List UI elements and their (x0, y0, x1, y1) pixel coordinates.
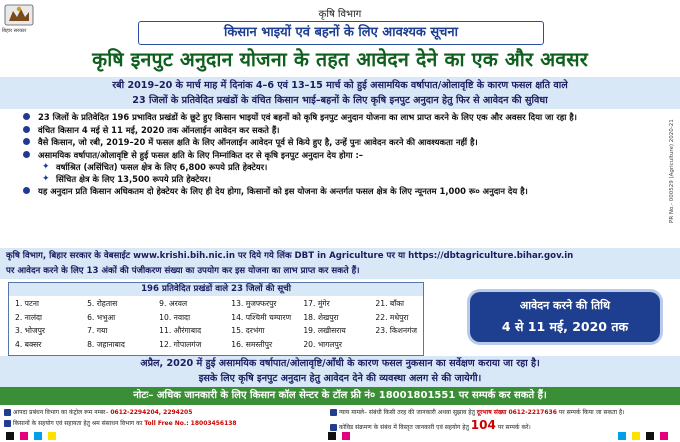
footer-line-right-2: कोविड संक्रमण के संबंध में विस्तृत जानकारी एवं सहयोग हेतु 104 पर सम्पर्क करें। (330, 418, 531, 432)
survey-line-1: अप्रैल, 2020 में हुई असामयिक वर्षापात/ओलावृष्टि/आँधी के कारण फसल नुकसान का सर्वेक्षण कराया जा रहा है। (140, 358, 540, 369)
registration-swatch (618, 432, 626, 440)
application-date-title: आवेदन करने की तिथि (519, 299, 611, 312)
district-item: 4. बक्सर (15, 339, 42, 349)
district-item: 11. औरंगाबाद (159, 326, 202, 335)
district-item: 13. मुजफ्फरपुर (231, 299, 277, 308)
phone-icon (330, 409, 337, 416)
phone-icon (4, 409, 11, 416)
district-item: 10. नवादा (159, 312, 191, 322)
survey-line-2: इसके लिए कृषि इनपुट अनुदान हेतु आवेदन देने की व्यवस्था अलग से की जायेगी। (198, 373, 482, 384)
bullet-list (20, 112, 658, 198)
logo-caption: बिहार सरकार (2, 28, 27, 34)
registration-swatch (328, 432, 336, 440)
website-line-2: पर आवेदन करने के लिए 13 अंकों की पंजीकरण संख्या का उपयोग कर इस योजना का लाभ प्राप्त कर सकते हैं। (6, 265, 360, 276)
side-print-number: PR No.- 000529 (Agriculture) 2020-21 (669, 119, 675, 223)
star-bullet-icon: ✦ (42, 173, 50, 184)
application-date-box (470, 292, 660, 342)
district-item: 19. लखीसराय (303, 326, 346, 335)
toll-free-note: नोटः– अधिक जानकारी के लिए किसान कॉल सेन्टर के टॉल फ्री नं० 18001801551 पर सम्पर्क कर सकते हैं। (0, 387, 680, 405)
district-item: 3. भोजपुर (15, 326, 46, 335)
district-item: 20. भागलपुर (303, 339, 342, 349)
sub-bullet-item: ✦ सिंचित क्षेत्र के लिए 13,500 रूपये प्रति हेक्टेयर। (42, 173, 211, 184)
district-item: 2. नालंदा (15, 312, 42, 322)
district-item: 9. अरवल (159, 299, 188, 308)
intro-band (0, 77, 680, 109)
bullet-item: 23 जिलों के प्रतिवेदित 196 प्रभावित प्रखंडों के छूटे हुए किसान भाइयों एवं बहनों को कृषि इनपुट अनुदान योजना का लाभ प्राप्त करने के लिए एक और अवसर दिया जा रहा है। (20, 112, 658, 124)
bullet-item: असामयिक वर्षापात/ओलावृष्टि से हुई फसल क्षति के लिए निम्नांकित दर से कृषि इनपुट अनुदान देय होगा :– (20, 150, 658, 162)
district-item: 18. शेखपुरा (303, 312, 339, 322)
footer-line-left-1: आपदा प्रबंधन विभाग का कंट्रोल रूम नम्बर– 0612-2294204, 2294205 (4, 408, 192, 416)
footer-line-right-1: न्याय मामले– संबंधी किसी तरह की जानकारी अथवा सुझाव हेतु दूरभाष संख्या 0612-2217636 पर सम्पर्क किया जा सकता है। (330, 408, 624, 416)
district-item: 17. मुंगेर (303, 299, 330, 308)
registration-swatch (646, 432, 654, 440)
district-item: 5. रोहतास (87, 299, 118, 308)
headline: कृषि इनपुट अनुदान योजना के तहत आवेदन देने का एक और अवसर (92, 48, 588, 71)
district-item: 6. भभुआ (87, 312, 116, 322)
district-item: 15. दरभंगा (231, 326, 265, 335)
star-bullet-icon: ✦ (42, 162, 50, 173)
bullet-dot-icon (23, 151, 30, 158)
bullet-dot-icon (23, 187, 30, 194)
district-item: 21. बाँका (375, 299, 404, 308)
registration-swatch (660, 432, 668, 440)
district-item: 8. जहानाबाद (87, 339, 125, 349)
sub-bullet-item: ✦ वर्षाश्रित (असिंचित) फसल क्षेत्र के लिए 6,800 रूपये प्रति हेक्टेयर। (42, 162, 268, 173)
district-item: 23. किशनगंज (375, 326, 417, 335)
survey-band (0, 356, 680, 387)
bullet-dot-icon (23, 113, 30, 120)
district-item: 7. गया (87, 326, 108, 335)
district-item: 16. समस्तीपुर (231, 339, 273, 349)
phone-icon (4, 420, 11, 427)
registration-swatch (20, 432, 28, 440)
application-dates: 4 से 11 मई, 2020 तक (501, 319, 629, 334)
bullet-item: वंचित किसान 4 मई से 11 मई, 2020 तक ऑनलाईन आवेदन कर सकते हैं। (20, 125, 658, 137)
district-item: 14. पश्चिमी चम्पारण (231, 312, 292, 322)
notice-title: किसान भाइयों एवं बहनों के लिए आवश्यक सूचना (138, 21, 544, 45)
district-item: 22. मधेपुरा (375, 312, 409, 322)
intro-line-2: 23 जिलों के प्रतिवेदित प्रखंडों के वंचित किसान भाई–बहनों के लिए कृषि इनपुट अनुदान हेतु फिर से आवेदन की सुविधा (132, 95, 548, 106)
registration-swatch (34, 432, 42, 440)
bullet-item: यह अनुदान प्रति किसान अधिकतम दो हेक्टेयर के लिए ही देय होगा, किसानों को इस योजना के अन्तर्गत फसल क्षेत्र के लिए न्यूनतम 1,000 रू० अनुदान देय है। (20, 186, 658, 198)
registration-swatch (342, 432, 350, 440)
color-registration-strip (0, 430, 680, 442)
district-list-title: 196 प्रतिवेदित प्रखंडों वाले 23 जिलों की सूची (9, 283, 423, 296)
bullet-item: वैसे किसान, जो रबी, 2019–20 में फसल क्षति के लिए ऑनलाईन आवेदन पूर्व से किये हुए है, उन्हें पुनः आवेदन करने की आवश्यकता नहीं है। (20, 137, 658, 149)
department-name: कृषि विभाग (318, 9, 362, 20)
district-grid (9, 296, 423, 351)
registration-swatch (6, 432, 14, 440)
district-list-box (8, 282, 424, 356)
district-item: 1. पटना (15, 299, 39, 308)
district-item: 12. गोपालगंज (159, 339, 202, 349)
registration-swatch (48, 432, 56, 440)
bullet-dot-icon (23, 126, 30, 133)
website-line-1: कृषि विभाग, बिहार सरकार के वेबसाईट www.krishi.bih.nic.in पर दिये गये लिंक DBT in Agriculture पर या https://dbtagriculture.bihar.gov.in (6, 251, 574, 261)
bullet-dot-icon (23, 138, 30, 145)
footer-line-left-2: किसानों के सहयोग एवं सहायता हेतु श्रम संसाधन विभाग का Toll Free No.: 18003456138 (4, 419, 237, 427)
intro-line-1: रबी 2019–20 के मार्च माह में दिनांक 4–6 एवं 13–15 मार्च को हुई असामयिक वर्षापात/ओलावृष्टि के कारण फसल क्षति वाले (112, 80, 568, 91)
website-band (0, 248, 680, 279)
registration-swatch (632, 432, 640, 440)
